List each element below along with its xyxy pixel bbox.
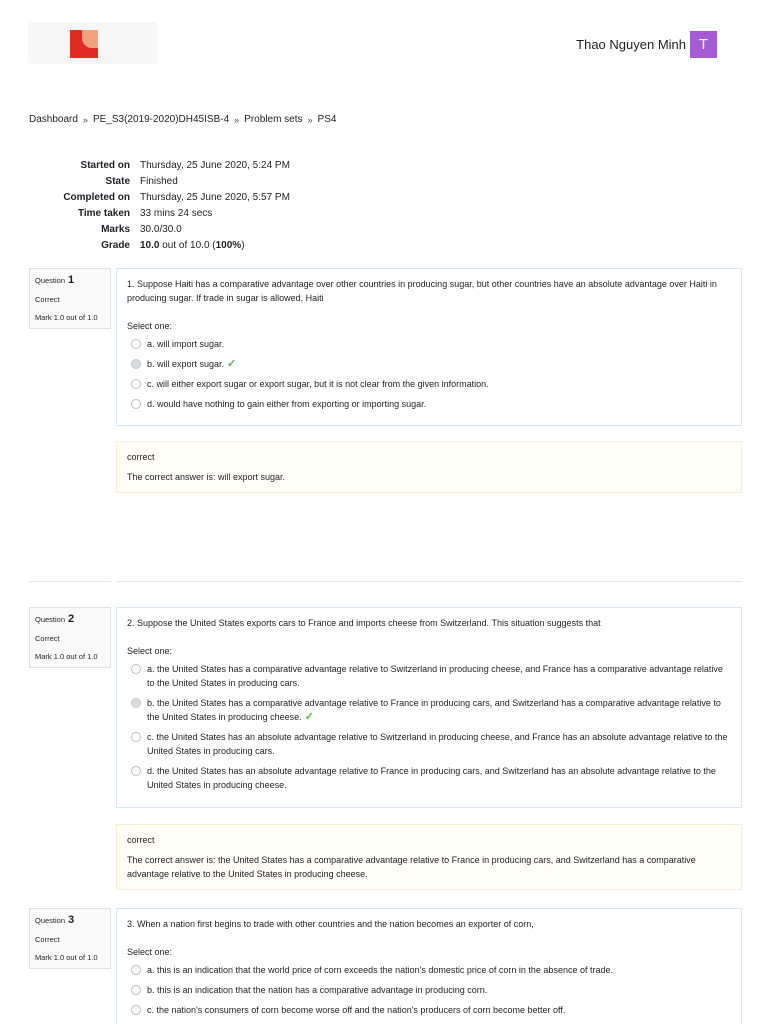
answer-option — [127, 764, 731, 792]
question-feedback — [116, 441, 742, 493]
answer-radio — [131, 339, 141, 349]
question-mark: Mark 1.0 out of 1.0 — [35, 313, 98, 322]
feedback-correct-answer: The correct answer is: the United States has a comparative advantage relative to France in producing cars, and Switzerland has a comparative advantage relative to the United States in producing cheese. — [127, 855, 696, 879]
feedback-title: correct — [127, 452, 155, 462]
breadcrumb — [29, 114, 336, 125]
question-number-line — [35, 613, 105, 625]
section-divider — [116, 581, 742, 582]
answer-option — [127, 963, 731, 977]
question-number-line — [35, 914, 105, 926]
answer-radio-checked — [131, 698, 141, 708]
user-name[interactable]: Thao Nguyen Minh — [576, 37, 686, 52]
feedback-title: correct — [127, 835, 155, 845]
answer-option — [127, 983, 731, 997]
grade-percent: 100% — [215, 239, 242, 251]
summary-label: Completed on — [63, 191, 130, 203]
breadcrumb-ps4[interactable]: PS4 — [317, 114, 337, 125]
answer-option-text: a. the United States has a comparative advantage relative to Switzerland in producing cheese, and France has a comparative advantage relative to the United States in producing cars. — [147, 664, 723, 688]
summary-value: 30.0/30.0 — [140, 223, 182, 235]
summary-value: Thursday, 25 June 2020, 5:57 PM — [140, 191, 290, 203]
question-state: Correct — [35, 935, 60, 944]
breadcrumb-separator-icon: » — [307, 114, 313, 125]
answer-option — [127, 730, 731, 758]
answer-option-text: c. the United States has an absolute advantage relative to Switzerland in producing cheese, and France has an absolute advantage relative to the United States in producing cars. — [147, 732, 728, 756]
question-number: 1 — [68, 274, 75, 286]
question-text: 2. Suppose the United States exports cars to France and imports cheese from Switzerland. This situation suggests that — [127, 618, 601, 628]
select-one-prompt: Select one: — [127, 646, 173, 656]
check-icon: ✓ — [304, 711, 314, 723]
attempt-summary — [28, 157, 290, 253]
answer-option-selected — [127, 357, 731, 371]
summary-label: Marks — [101, 223, 130, 235]
section-divider — [29, 581, 111, 582]
summary-row-completed — [28, 189, 290, 205]
answer-radio — [131, 766, 141, 776]
summary-label: Started on — [80, 159, 130, 171]
breadcrumb-problem-sets[interactable]: Problem sets — [244, 114, 303, 125]
select-one-prompt: Select one: — [127, 947, 173, 957]
answer-radio — [131, 399, 141, 409]
grade-out-of: out of 10.0 — [162, 239, 210, 251]
answer-radio — [131, 985, 141, 995]
logo-accent — [82, 30, 98, 48]
summary-value: Thursday, 25 June 2020, 5:24 PM — [140, 159, 290, 171]
summary-value: Finished — [140, 175, 178, 187]
feedback-correct-answer: The correct answer is: will export sugar. — [127, 472, 286, 482]
answer-option — [127, 377, 731, 391]
question-info — [29, 908, 111, 969]
answer-option-text: a. this is an indication that the world price of corn exceeds the nation's domestic price of corn in the absence of trade. — [147, 965, 613, 975]
summary-row-time-taken — [28, 205, 290, 221]
answer-option-text: d. the United States has an absolute advantage relative to France in producing cars, and Switzerland has an absolute advantage relative to the United States in producing cheese. — [147, 766, 716, 790]
answer-radio — [131, 965, 141, 975]
question-label: Question — [35, 615, 66, 624]
answer-option-selected-wrap — [147, 696, 731, 724]
select-one-prompt: Select one: — [127, 321, 173, 331]
summary-row-grade — [28, 237, 290, 253]
question-feedback — [116, 824, 742, 890]
summary-label: Time taken — [77, 207, 130, 219]
user-avatar[interactable]: T — [690, 31, 717, 58]
answer-radio — [131, 379, 141, 389]
question-mark: Mark 1.0 out of 1.0 — [35, 953, 98, 962]
question-number: 2 — [68, 613, 75, 625]
answer-option — [127, 1003, 731, 1017]
breadcrumb-course[interactable]: PE_S3(2019-2020)DH45ISB-4 — [92, 114, 230, 125]
answer-option-text: b. the United States has a comparative advantage relative to France in producing cars, and Switzerland has a comparative advantage relative to the United States in producing cheese. — [147, 698, 721, 722]
answer-option-text: b. will export sugar. — [147, 359, 225, 369]
answer-option — [127, 662, 731, 690]
answer-radio — [131, 664, 141, 674]
breadcrumb-separator-icon: » — [82, 114, 88, 125]
summary-label: Grade — [101, 239, 130, 251]
answer-option — [127, 337, 731, 351]
summary-value-grade: 10.0 out of 10.0 (100%) — [140, 239, 245, 251]
question-info — [29, 607, 111, 668]
answer-option-selected — [127, 696, 731, 724]
answer-radio — [131, 732, 141, 742]
question-text: 1. Suppose Haiti has a comparative advantage over other countries in producing sugar, but other countries have an absolute advantage over Haiti in producing sugar. If trade in sugar is allowed, Haiti — [127, 279, 717, 303]
summary-row-state — [28, 173, 290, 189]
question-text: 3. When a nation first begins to trade with other countries and the nation becomes an exporter of corn, — [127, 919, 534, 929]
question-label: Question — [35, 916, 66, 925]
question-number: 3 — [68, 914, 75, 926]
question-number-line — [35, 274, 105, 286]
grade-score: 10.0 — [140, 239, 160, 251]
question-state: Correct — [35, 634, 60, 643]
answer-option-text: c. will either export sugar or export sugar, but it is not clear from the given information. — [147, 379, 489, 389]
answer-radio — [131, 1005, 141, 1015]
summary-value: 33 mins 24 secs — [140, 207, 213, 219]
question-state: Correct — [35, 295, 60, 304]
question-label: Question — [35, 276, 66, 285]
answer-option-text: c. the nation's consumers of corn become worse off and the nation's producers of corn become better off. — [147, 1005, 566, 1015]
answer-option-text: d. would have nothing to gain either from exporting or importing sugar. — [147, 399, 427, 409]
summary-row-started — [28, 157, 290, 173]
answer-option-text: b. this is an indication that the nation has a comparative advantage in producing corn. — [147, 985, 488, 995]
question-content — [116, 607, 742, 808]
answer-radio-checked — [131, 359, 141, 369]
question-info — [29, 268, 111, 329]
check-icon: ✓ — [227, 358, 237, 370]
answer-option — [127, 397, 731, 411]
breadcrumb-dashboard[interactable]: Dashboard — [29, 114, 78, 125]
question-content — [116, 268, 742, 426]
summary-row-marks — [28, 221, 290, 237]
answer-option-text: a. will import sugar. — [147, 339, 225, 349]
question-content — [116, 908, 742, 1024]
summary-label: State — [105, 175, 130, 187]
breadcrumb-separator-icon: » — [234, 114, 240, 125]
question-mark: Mark 1.0 out of 1.0 — [35, 652, 98, 661]
